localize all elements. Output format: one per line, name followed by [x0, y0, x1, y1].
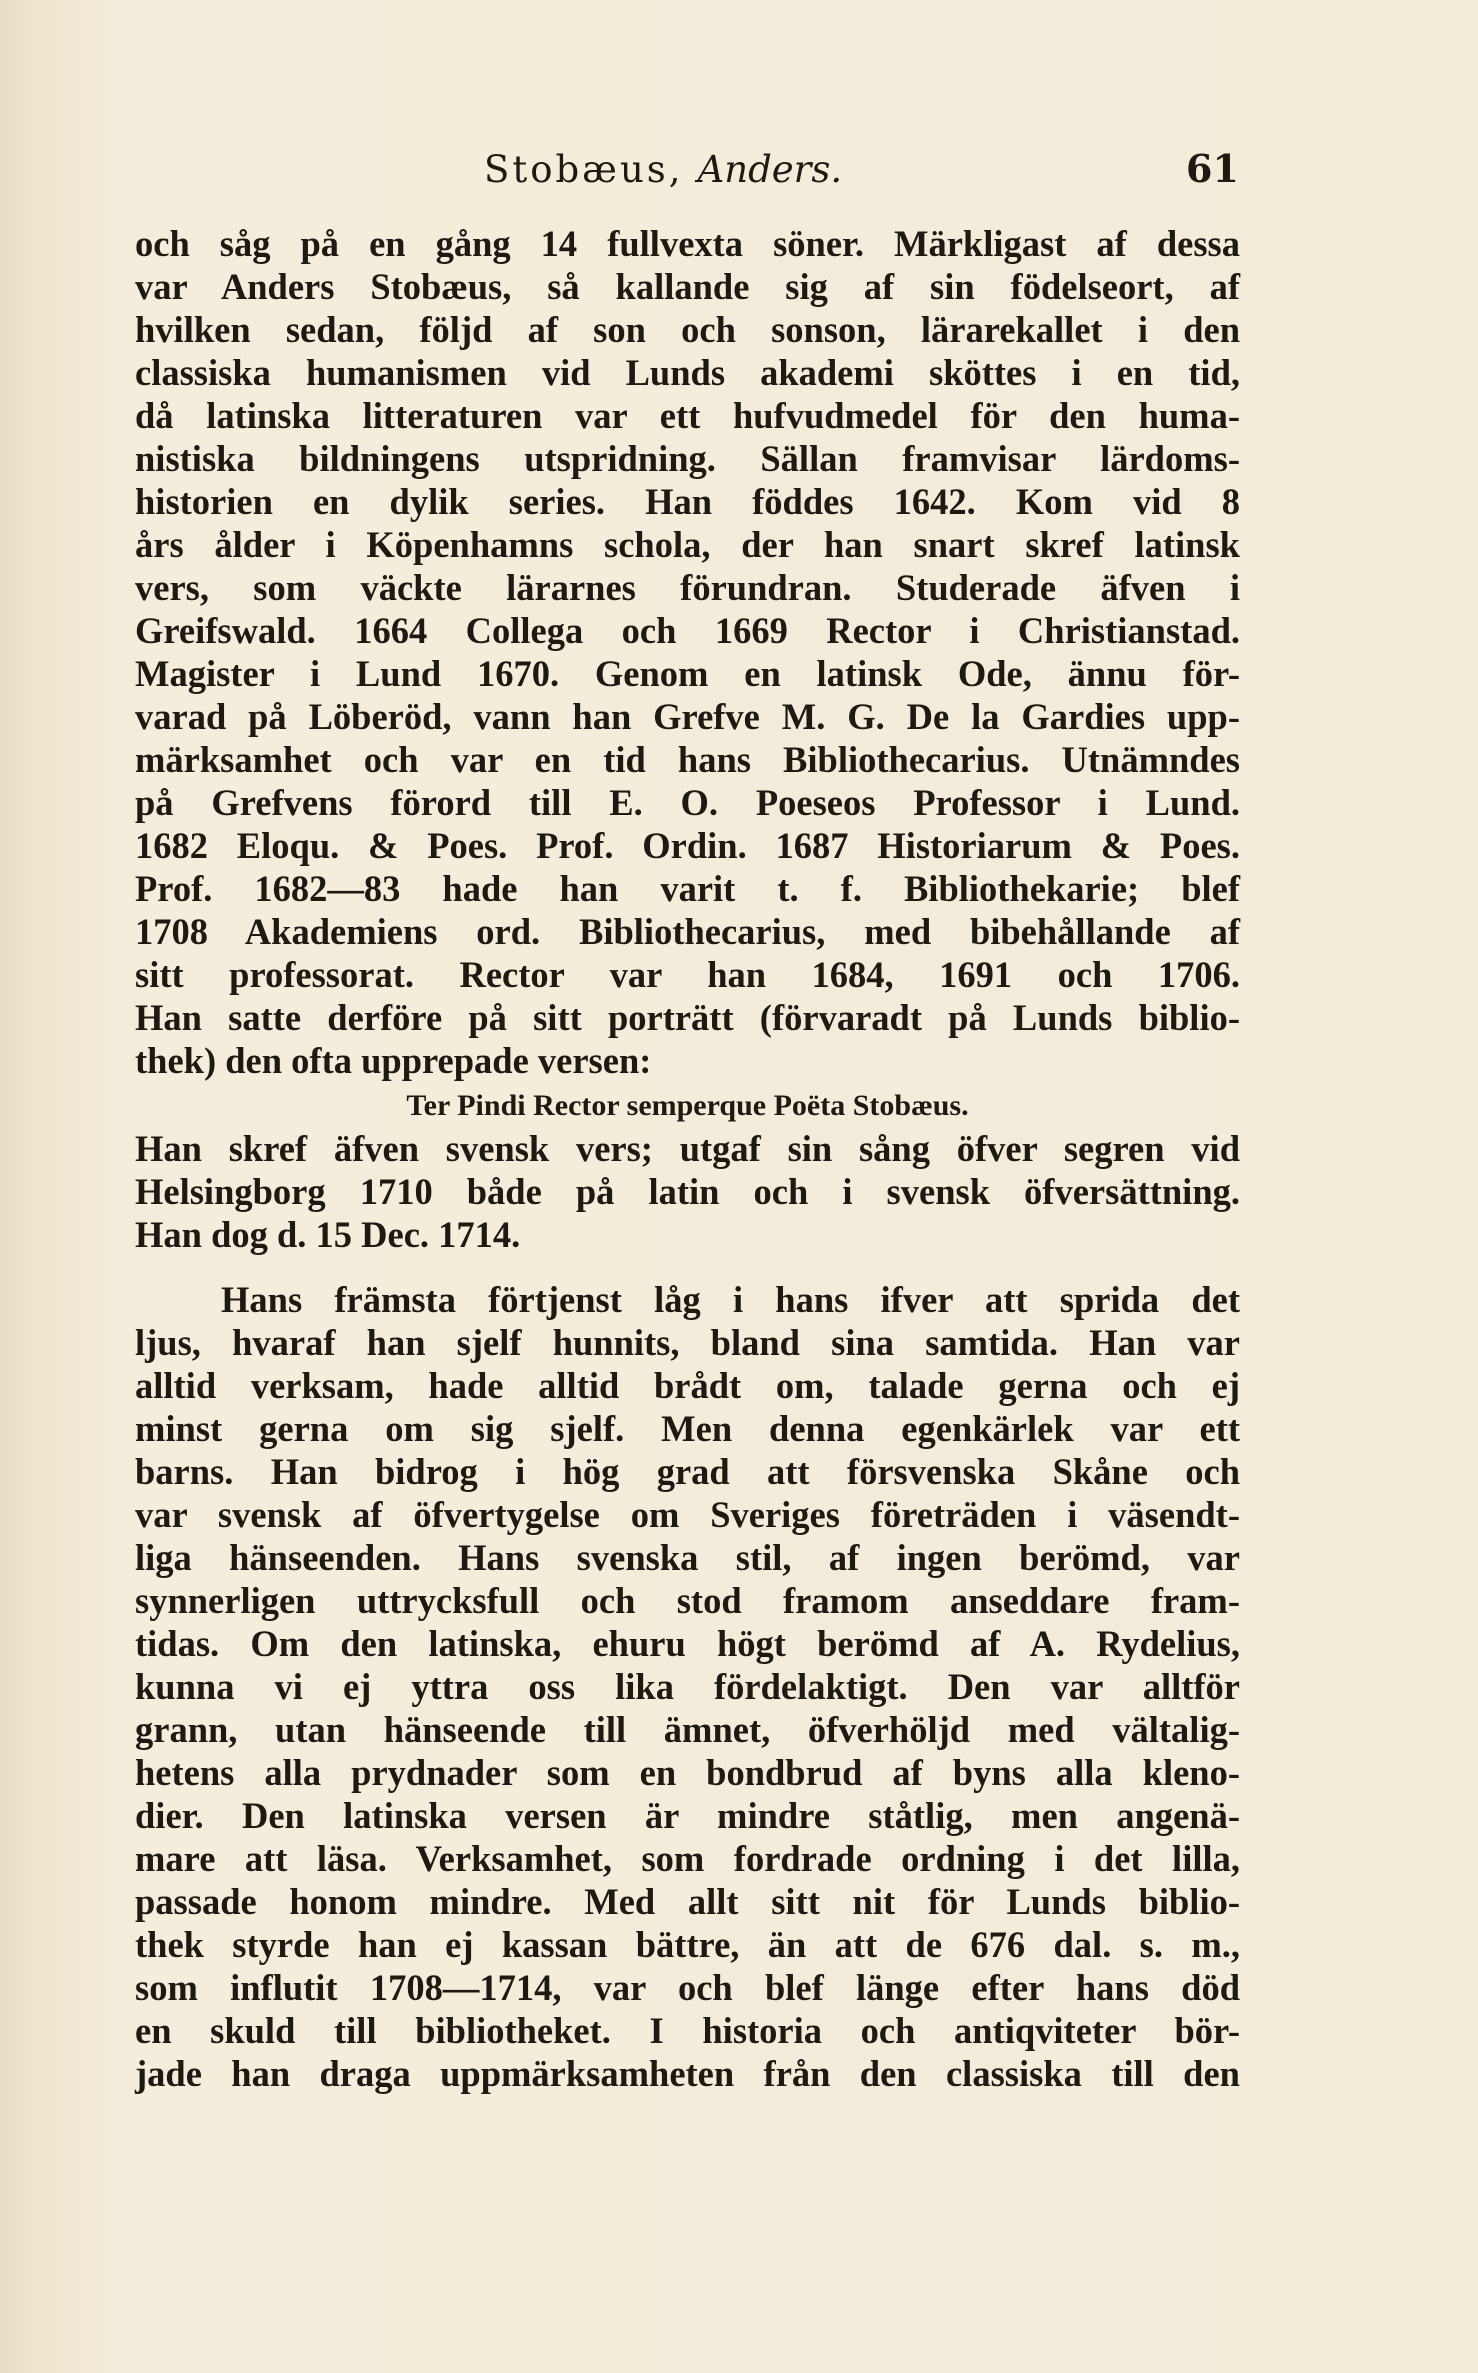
page-header: [0, 148, 1478, 208]
running-head-surname: Stobæus,: [484, 148, 684, 191]
text-line: som influtit 1708—1714, var och blef länge efter hans död: [135, 1967, 1240, 2008]
text-line: hvilken sedan, följd af son och sonson, lärarekallet i den: [135, 309, 1240, 350]
text-line: års ålder i Köpenhamns schola, der han snart skref latinsk: [135, 524, 1240, 565]
text-line: sitt professorat. Rector var han 1684, 1691 och 1706.: [135, 954, 1240, 995]
text-line: Helsingborg 1710 både på latin och i svensk öfversättning.: [135, 1171, 1240, 1212]
text-line: på Grefvens förord till E. O. Poeseos Professor i Lund.: [135, 782, 1240, 823]
text-line: Prof. 1682—83 hade han varit t. f. Bibliothekarie; blef: [135, 868, 1240, 909]
text-line: nistiska bildningens utspridning. Sällan framvisar lärdoms-: [135, 438, 1240, 479]
text-line: classiska humanismen vid Lunds akademi sköttes i en tid,: [135, 352, 1240, 393]
text-line: thek) den ofta upprepade versen:: [135, 1040, 652, 1081]
text-line: synnerligen uttrycksfull och stod framom anseddare fram-: [135, 1580, 1240, 1621]
text-line: varad på Löberöd, vann han Grefve M. G. De la Gardies upp-: [135, 696, 1240, 737]
text-line: dier. Den latinska versen är mindre ståtlig, men angenä-: [135, 1795, 1240, 1836]
text-line: Greifswald. 1664 Collega och 1669 Rector i Christianstad.: [135, 610, 1240, 651]
text-line: 1682 Eloqu. & Poes. Prof. Ordin. 1687 Historiarum & Poes.: [135, 825, 1240, 866]
text-line: och såg på en gång 14 fullvexta söner. Märkligast af dessa: [135, 223, 1240, 264]
text-line: Hans främsta förtjenst låg i hans ifver att sprida det: [221, 1279, 1240, 1320]
text-line: ljus, hvaraf han sjelf hunnits, bland sina samtida. Han var: [135, 1322, 1240, 1363]
text-line: hetens alla prydnader som en bondbrud af byns alla kleno-: [135, 1752, 1240, 1793]
body-text: [135, 222, 1240, 2095]
text-line: Han skref äfven svensk vers; utgaf sin sång öfver segren vid: [135, 1128, 1240, 1169]
text-line: barns. Han bidrog i hög grad att försvenska Skåne och: [135, 1451, 1240, 1492]
text-line: thek styrde han ej kassan bättre, än att de 676 dal. s. m.,: [135, 1924, 1240, 1965]
paragraph-1: [135, 222, 1240, 1256]
running-head-forename: Anders.: [697, 148, 843, 191]
text-line: jade han draga uppmärksamheten från den classiska till den: [135, 2053, 1240, 2094]
text-line: Han dog d. 15 Dec. 1714.: [135, 1214, 521, 1255]
text-line: märksamhet och var en tid hans Bibliothecarius. Utnämndes: [135, 739, 1240, 780]
text-line: Magister i Lund 1670. Genom en latinsk Ode, ännu för-: [135, 653, 1240, 694]
text-line: alltid verksam, hade alltid brådt om, talade gerna och ej: [135, 1365, 1240, 1406]
text-line: vers, som väckte lärarnes förundran. Studerade äfven i: [135, 567, 1240, 608]
text-line: var Anders Stobæus, så kallande sig af sin födelseort, af: [135, 266, 1240, 307]
text-line: tidas. Om den latinska, ehuru högt berömd af A. Rydelius,: [135, 1623, 1240, 1664]
text-line: kunna vi ej yttra oss lika fördelaktigt. Den var alltför: [135, 1666, 1240, 1707]
text-line: Han satte derföre på sitt porträtt (förvaradt på Lunds biblio-: [135, 997, 1240, 1038]
text-line: liga hänseenden. Hans svenska stil, af ingen berömd, var: [135, 1537, 1240, 1578]
page-number: 61: [1186, 146, 1239, 191]
text-line: 1708 Akademiens ord. Bibliothecarius, med bibehållande af: [135, 911, 1240, 952]
text-line: passade honom mindre. Med allt sitt nit för Lunds biblio-: [135, 1881, 1240, 1922]
text-line: grann, utan hänseende till ämnet, öfverhöljd med vältalig-: [135, 1709, 1240, 1750]
paragraph-gap: [135, 1256, 1240, 1278]
verse-quote: Ter Pindi Rector semperque Poëta Stobæus.: [406, 1089, 969, 1122]
text-line: mare att läsa. Verksamhet, som fordrade ordning i det lilla,: [135, 1838, 1240, 1879]
text-line: historien en dylik series. Han föddes 1642. Kom vid 8: [135, 481, 1240, 522]
text-line: var svensk af öfvertygelse om Sveriges företräden i väsendt-: [135, 1494, 1240, 1535]
text-line: en skuld till bibliotheket. I historia och antiqviteter bör-: [135, 2010, 1240, 2051]
running-head: [484, 148, 842, 191]
text-line: minst gerna om sig sjelf. Men denna egenkärlek var ett: [135, 1408, 1240, 1449]
text-line: då latinska litteraturen var ett hufvudmedel för den huma-: [135, 395, 1240, 436]
paragraph-2: [135, 1278, 1240, 2095]
